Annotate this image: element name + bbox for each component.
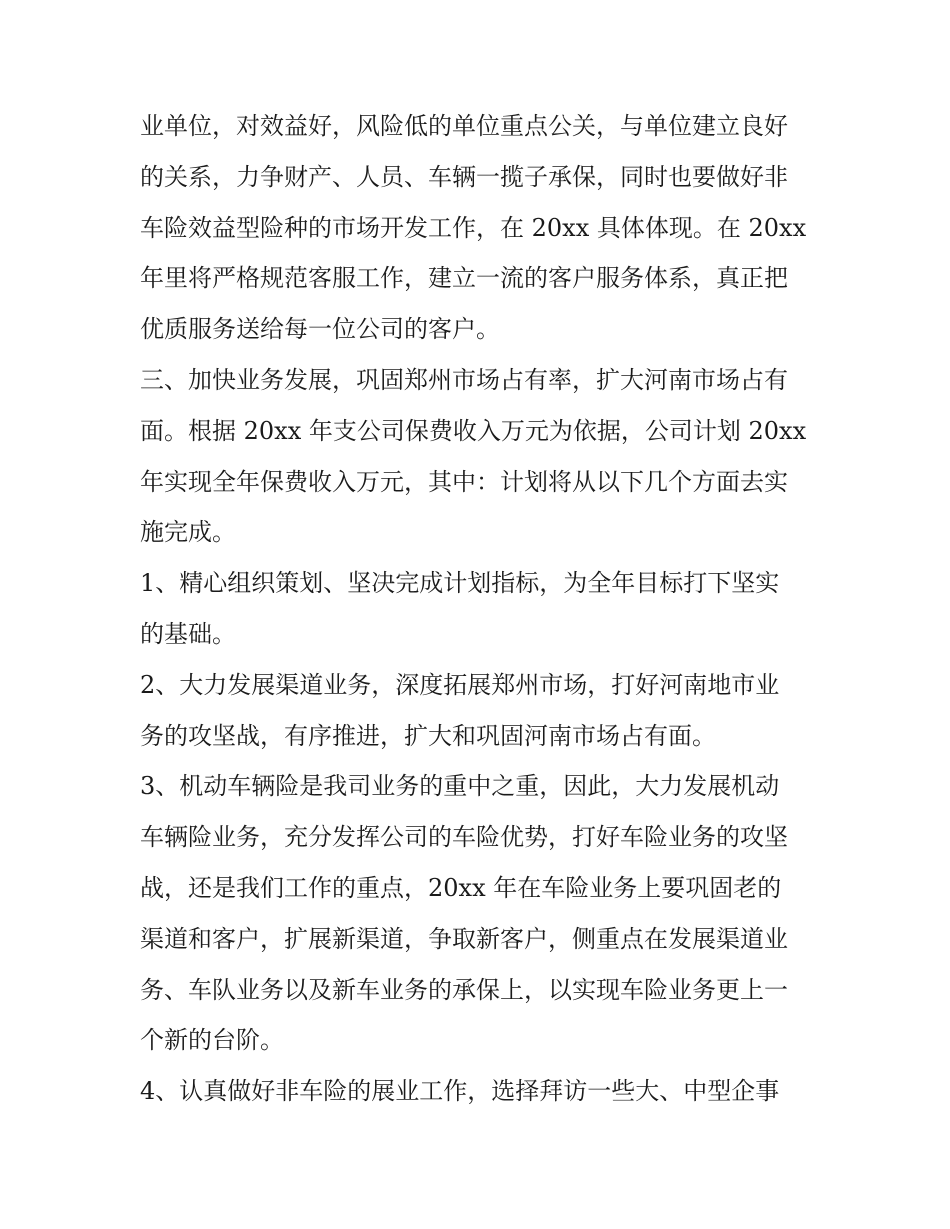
text-line: 务的攻坚战，有序推进，扩大和巩固河南市场占有面。 (140, 721, 716, 750)
text-line: 战，还是我们工作的重点，20xx 年在车险业务上要巩固老的 (140, 873, 782, 902)
text-line: 年实现全年保费收入万元，其中：计划将从以下几个方面去实 (140, 467, 788, 496)
text-line: 年里将严格规范客服工作，建立一流的客户服务体系，真正把 (140, 264, 788, 293)
text-line: 的关系，力争财产、人员、车辆一揽子承保，同时也要做好非 (140, 162, 788, 191)
list-item-line: 4、认真做好非车险的展业工作，选择拜访一些大、中型企事 (140, 1077, 780, 1106)
document-body (140, 101, 820, 1117)
text-line: 车险效益型险种的市场开发工作，在 20xx 具体体现。在 20xx (140, 213, 807, 242)
text-line: 务、车队业务以及新车业务的承保上，以实现车险业务更上一 (140, 975, 788, 1004)
list-item-line: 3、机动车辆险是我司业务的重中之重，因此，大力发展机动 (140, 772, 780, 801)
text-line: 业单位，对效益好，风险低的单位重点公关，与单位建立良好 (140, 112, 788, 140)
section-heading-line: 三、加快业务发展，巩固郑州市场占有率，扩大河南市场占有 (140, 365, 788, 394)
list-item-line: 1、精心组织策划、坚决完成计划指标，为全年目标打下坚实 (140, 569, 780, 598)
text-line: 施完成。 (140, 518, 236, 547)
text-line: 优质服务送给每一位公司的客户。 (140, 315, 500, 344)
text-line: 的基础。 (140, 619, 236, 648)
text-line: 车辆险业务，充分发挥公司的车险优势，打好车险业务的攻坚 (140, 823, 788, 852)
text-line: 面。根据 20xx 年支公司保费收入万元为依据，公司计划 20xx (140, 416, 807, 445)
text-line: 渠道和客户，扩展新渠道，争取新客户，侧重点在发展渠道业 (140, 924, 788, 953)
text-line: 个新的台阶。 (140, 1026, 284, 1055)
list-item-line: 2、大力发展渠道业务，深度拓展郑州市场，打好河南地市业 (140, 670, 780, 699)
